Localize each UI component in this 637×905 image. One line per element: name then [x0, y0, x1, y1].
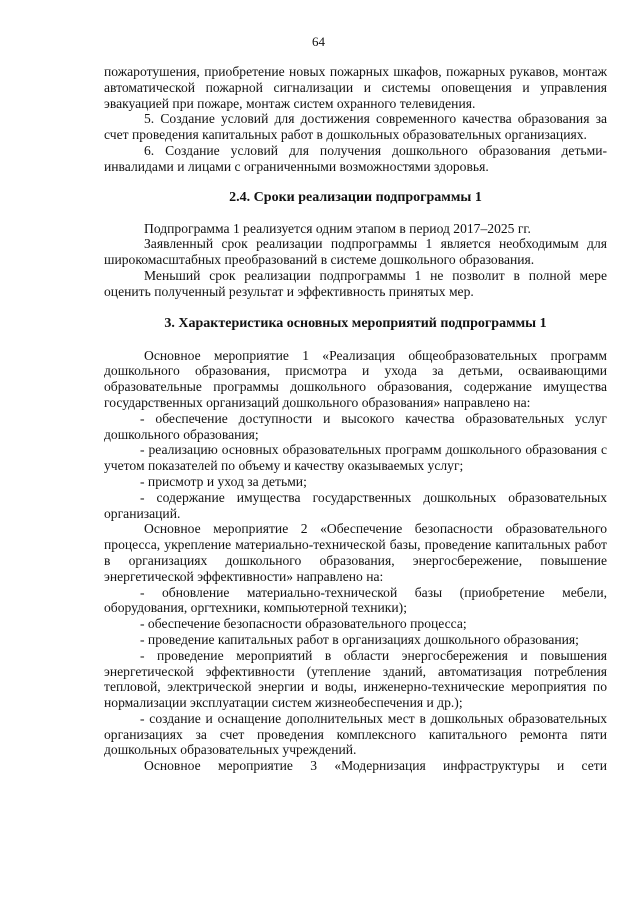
list-item: - проведение капитальных работ в организациях дошкольного образования;	[140, 631, 579, 647]
list-item: - проведение мероприятий в области энергосбережения и повышения энергетической эффективности (утепление зданий, автоматизация потребления тепловой, электрической энергии и воды, инженерно-технические мероприятия по нормализации эксплуатации систем жизнеобеспечения и др.);	[104, 647, 607, 711]
list-item: - обеспечение доступности и высокого качества образовательных услуг дошкольного образования;	[104, 410, 607, 442]
paragraph: Основное мероприятие 2 «Обеспечение безопасности образовательного процесса, укрепление материально-технической базы, проведение капитальных работ в организациях дошкольного образования, энергосбережение, повышение энергетической эффективности» направлено на:	[104, 521, 607, 584]
section-heading: 2.4. Сроки реализации подпрограммы 1	[229, 189, 482, 205]
list-item: - создание и оснащение дополнительных мест в дошкольных образовательных организациях за счет проведения комплексного капитального ремонта пяти дошкольных образовательных учреждений.	[104, 710, 607, 758]
list-item: - содержание имущества государственных дошкольных образовательных организаций.	[104, 489, 607, 521]
paragraph: Меньший срок реализации подпрограммы 1 не позволит в полной мере оценить полученный результат и эффективность принятых мер.	[104, 267, 607, 299]
paragraph: Основное мероприятие 1 «Реализация общеобразовательных программ дошкольного образования, присмотра и ухода за детьми, осваивающими образовательные программы дошкольного образования, содержание имущества государственных организаций дошкольного образования» направлено на:	[104, 347, 607, 410]
list-item: - обеспечение безопасности образовательного процесса;	[140, 616, 467, 632]
paragraph: 5. Создание условий для достижения современного качества образования за счет проведения капитальных работ в дошкольных образовательных организациях.	[104, 111, 607, 143]
paragraph: Подпрограмма 1 реализуется одним этапом в период 2017–2025 гг.	[144, 220, 531, 236]
paragraph: пожаротушения, приобретение новых пожарных шкафов, пожарных рукавов, монтаж автоматической пожарной сигнализации и системы оповещения и управления эвакуацией при пожаре, монтаж систем охранного телевидения.	[104, 64, 607, 111]
list-item: - присмотр и уход за детьми;	[140, 473, 307, 489]
section-heading: 3. Характеристика основных мероприятий подпрограммы 1	[164, 315, 547, 331]
list-item: - обновление материально-технической базы (приобретение мебели, оборудования, оргтехники, компьютерной техники);	[104, 584, 607, 616]
paragraph: Основное мероприятие 3 «Модернизация инфраструктуры и сети	[144, 758, 607, 774]
paragraph: Заявленный срок реализации подпрограммы 1 является необходимым для широкомасштабных преобразований в системе дошкольного образования.	[104, 236, 607, 268]
paragraph: 6. Создание условий для получения дошкольного образования детьми-инвалидами и лицами с ограниченными возможностями здоровья.	[104, 142, 607, 174]
page-number: 64	[312, 34, 325, 49]
document-body	[104, 64, 607, 774]
list-item: - реализацию основных образовательных программ дошкольного образования с учетом показателей по объему и качеству оказываемых услуг;	[104, 442, 607, 474]
